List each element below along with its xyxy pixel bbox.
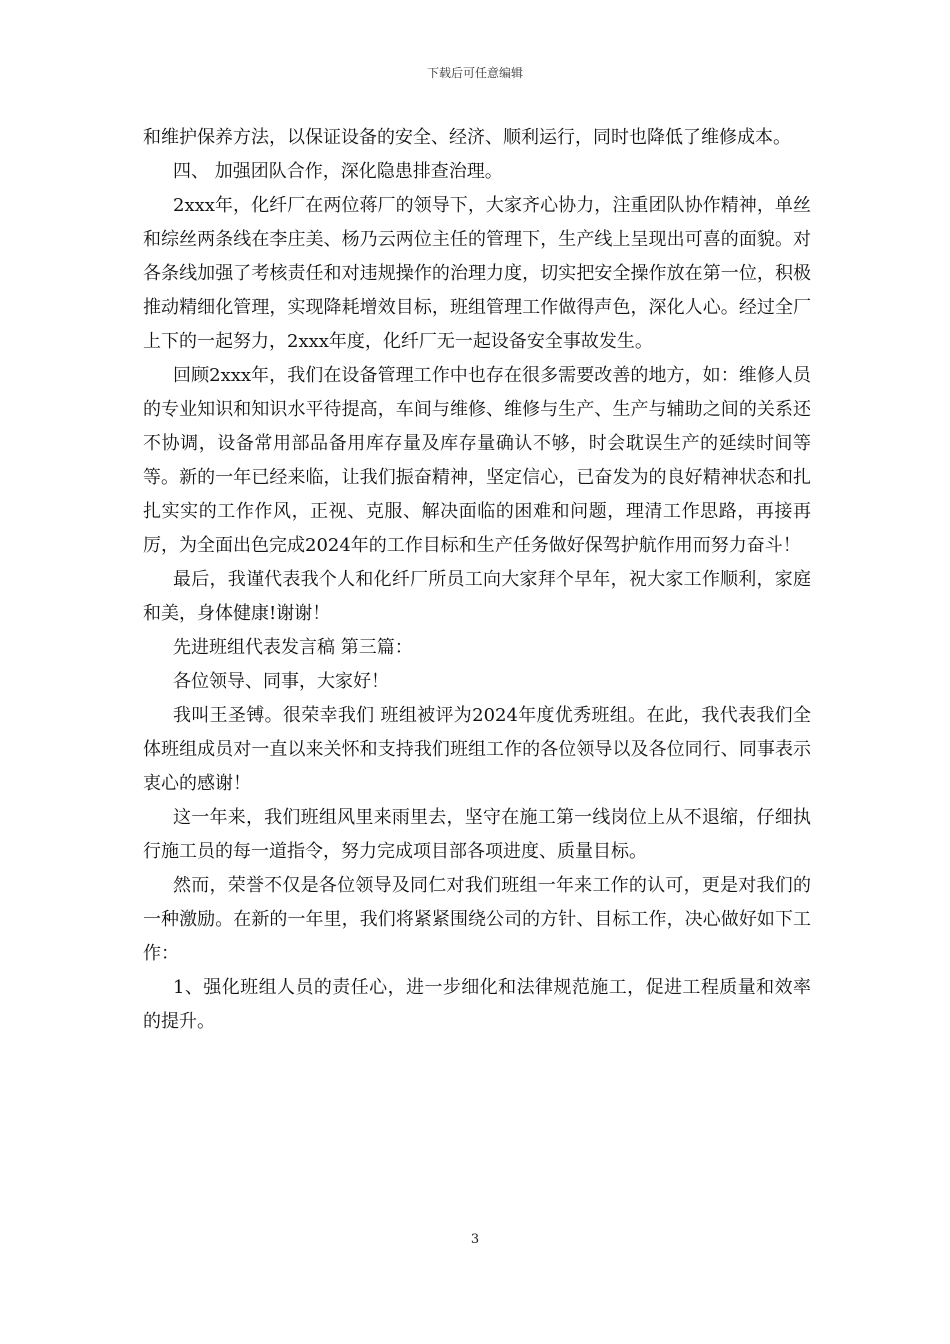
section-heading: 四、 加强团队合作，深化隐患排查治理。 [173,161,503,182]
paragraph: 然而，荣誉不仅是各位领导及同仁对我们班组一年来工作的认可，更是对我们的一种激励。在新的一年里，我们将紧紧围绕公司的方针、目标工作，决心做好如下工作： [143,875,811,964]
paragraph: 和维护保养方法，以保证设备的安全、经济、顺利运行，同时也降低了维修成本。 [143,127,791,148]
paragraph: 2xxx年，化纤厂在两位蒋厂的领导下，大家齐心协力，注重团队协作精神，单丝和综丝两条线在李庄美、杨乃云两位主任的管理下，生产线上呈现出可喜的面貌。对各条线加强了考核责任和对违规操作的治理力度，切实把安全操作放在第一位，积极推动精细化管理，实现降耗增效目标，班组管理工作做得声色，深化人心。经过全厂上下的一起努力，2xxx年度，化纤厂无一起设备安全事故发生。 [143,195,811,352]
paragraph: 这一年来，我们班组风里来雨里去，坚守在施工第一线岗位上从不退缩，仔细执行施工员的每一道指令，努力完成项目部各项进度、质量目标。 [143,807,811,862]
paragraph: 最后，我谨代表我个人和化纤厂所员工向大家拜个早年，祝大家工作顺利，家庭和美，身体健康!谢谢！ [143,569,811,624]
page-header: 下载后可任意编辑 [426,66,523,80]
greeting: 各位领导、同事，大家好！ [173,671,389,692]
paragraph: 回顾2xxx年，我们在设备管理工作中也存在很多需要改善的地方，如：维修人员的专业知识和知识水平待提高，车间与维修、维修与生产、生产与辅助之间的关系还不协调，设备常用部品备用库存量及库存量确认不够，时会耽误生产的延续时间等等。新的一年已经来临，让我们振奋精神，坚定信心，已奋发为的良好精神状态和扎扎实实的工作作风，正视、克服、解决面临的困难和问题，理清工作思路，再接再厉，为全面出色完成2024年的工作目标和生产任务做好保驾护航作用而努力奋斗！ [143,365,811,556]
document-body [143,121,811,1039]
page-number: 3 [470,1232,480,1247]
list-item: 1、强化班组人员的责任心，进一步细化和法律规范施工，促进工程质量和效率的提升。 [143,977,811,1032]
paragraph: 我叫王圣镈。很荣幸我们 班组被评为2024年度优秀班组。在此，我代表我们全体班组成员对一直以来关怀和支持我们班组工作的各位领导以及各位同行、同事表示衷心的感谢！ [143,705,811,794]
article-title: 先进班组代表发言稿 第三篇： [173,637,413,658]
